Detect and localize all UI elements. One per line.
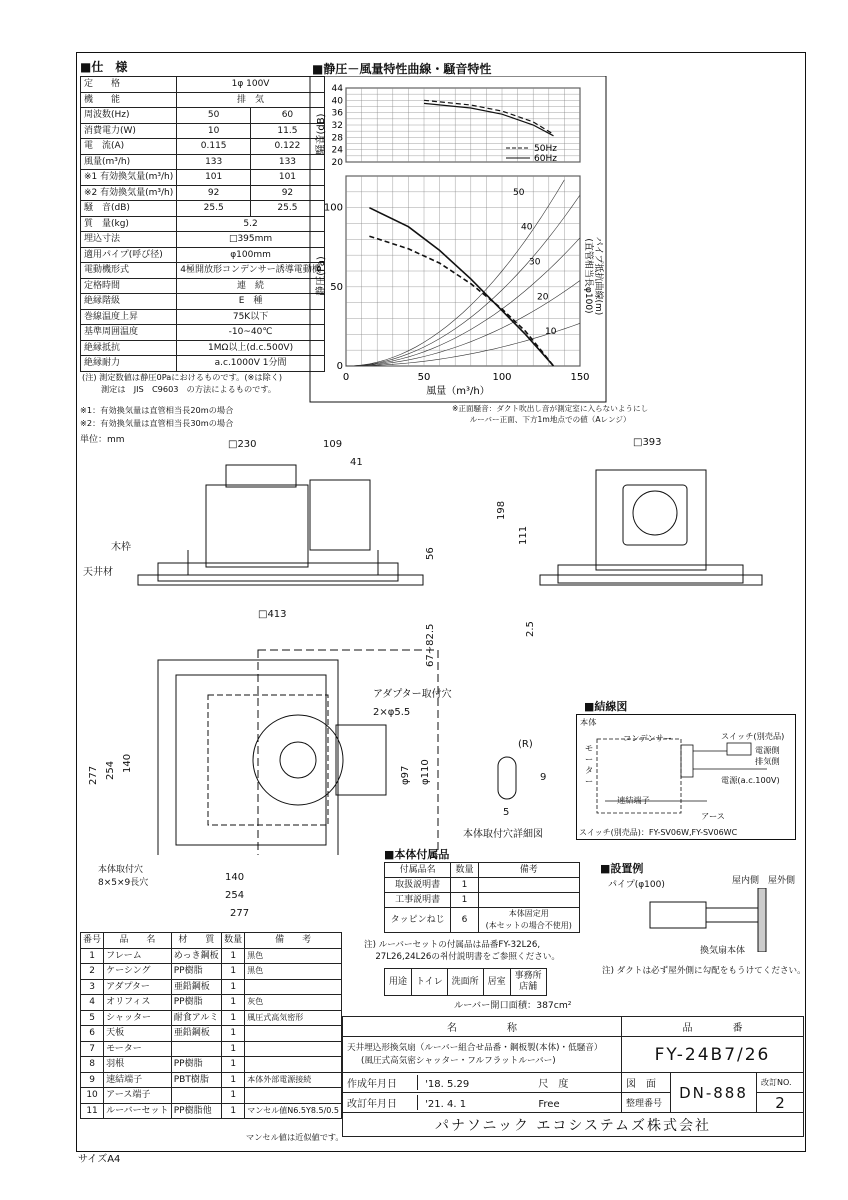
spec-row: [81, 263, 325, 279]
pressure-tick-label: 100: [323, 202, 343, 214]
spec-row: [81, 201, 325, 217]
install-title: ■設置例: [600, 862, 644, 875]
parts-cell: 羽根: [104, 1057, 172, 1073]
parts-header: 番号: [81, 933, 104, 949]
spec-value: φ100mm: [177, 247, 325, 263]
parts-cell: PBT樹脂: [171, 1072, 221, 1088]
plan-louver-outline: [258, 650, 438, 855]
spec-row: [81, 154, 325, 170]
parts-cell: 1: [222, 1041, 245, 1057]
parts-cell: 1: [222, 995, 245, 1011]
acc-header-row: [385, 863, 580, 878]
spec-label: 巻線温度上昇: [81, 309, 177, 325]
acc-row: [385, 908, 580, 933]
x-tick-label: 0: [342, 372, 350, 383]
spec-value-50hz: 101: [177, 170, 251, 186]
spec-label: ※2 有効換気量(m³/h): [81, 185, 177, 201]
noise-tick-label: 32: [331, 121, 343, 131]
parts-row: [81, 1088, 342, 1104]
install-outdoor: 屋外側: [768, 876, 796, 886]
dim-56: 56: [425, 547, 436, 560]
spec-value: a.c.1000V 1分間: [177, 356, 325, 372]
pressure-grid: [324, 176, 590, 383]
place-cell: 居室: [483, 969, 510, 996]
parts-cell: [245, 1057, 342, 1073]
parts-cell: 黒色: [245, 948, 342, 964]
parts-cell: PP樹脂: [171, 995, 221, 1011]
plan-motor: [280, 742, 316, 778]
acc-cell: 6: [451, 908, 478, 933]
place-cell: 洗面所: [447, 969, 483, 996]
dim-254-v: 254: [105, 760, 116, 780]
parts-cell: 1: [81, 948, 104, 964]
parts-cell: 1: [222, 1010, 245, 1026]
acc-cell: 取扱説明書: [385, 878, 451, 893]
acc-cell: 1: [451, 893, 478, 908]
title-revised-label: 改訂年月日: [343, 1095, 418, 1110]
side-body: [206, 485, 308, 567]
dim-393: □393: [633, 437, 662, 448]
dim-41: 41: [350, 457, 363, 468]
acc-header: 備考: [478, 863, 579, 878]
detail-hole: [498, 757, 516, 799]
parts-cell: アース端子: [104, 1088, 172, 1104]
parts-cell: 風圧式高気密形: [245, 1010, 342, 1026]
spec-row: [81, 216, 325, 232]
pressure-tick-label: 50: [330, 281, 343, 293]
title-number-header: 品 番: [622, 1017, 804, 1037]
x-tick-label: 150: [570, 372, 590, 383]
title-name-line-1: 天井埋込形換気扇（ルーバー組合せ品番・鋼板製(本体)・低騒音）: [347, 1042, 603, 1053]
wiring-power-side: 電源側: [755, 745, 780, 755]
parts-row: [81, 1072, 342, 1088]
spec-row: [81, 139, 325, 155]
title-drawing-no: DN-888: [671, 1073, 757, 1113]
spec-label: 定 格: [81, 77, 177, 93]
acc-cell: [478, 878, 579, 893]
title-drawing-label: 図 面: [622, 1073, 671, 1093]
parts-cell: 9: [81, 1072, 104, 1088]
spec-value: □395mm: [177, 232, 325, 248]
front-shutter: [633, 491, 677, 535]
spec-row: [81, 123, 325, 139]
install-indoor: 屋内側: [732, 876, 760, 886]
parts-cell: アダプター: [104, 979, 172, 995]
place-table: [384, 968, 547, 996]
title-name-line-2: (風圧式高気密シャッター・フルフラットルーバー): [361, 1055, 556, 1066]
dim-111: 111: [518, 525, 529, 545]
parts-cell: 1: [222, 1057, 245, 1073]
spec-label: 絶縁階級: [81, 294, 177, 310]
spec-title: ■仕 様: [80, 60, 128, 74]
spec-value-50hz: 0.115: [177, 139, 251, 155]
spec-label: 機 能: [81, 92, 177, 108]
title-rev-label: 改訂NO.: [757, 1073, 804, 1093]
plan-body: [208, 695, 328, 825]
spec-foot-2: ※2：有効換気量は直管相当長30mの場合: [80, 418, 234, 428]
parts-cell: フレーム: [104, 948, 172, 964]
spec-value: 1MΩ以上(d.c.500V): [177, 340, 325, 356]
spec-value-50hz: 25.5: [177, 201, 251, 217]
series-lines: [369, 100, 553, 366]
install-pipe: パイプ(φ100): [608, 880, 665, 890]
acc-cell: 工事説明書: [385, 893, 451, 908]
acc-cell: [478, 893, 579, 908]
acc-row: [385, 893, 580, 908]
side-adapter: [310, 480, 370, 550]
spec-value-60hz: 133: [251, 154, 325, 170]
spec-row: [81, 232, 325, 248]
munsell-note: マンセル値は近似値です。: [246, 1132, 344, 1142]
spec-value-50hz: 92: [177, 185, 251, 201]
spec-value-50hz: 10: [177, 123, 251, 139]
parts-header: 数量: [222, 933, 245, 949]
place-cell: 事務所 店舗: [510, 969, 546, 996]
spec-value-60hz: 92: [251, 185, 325, 201]
parts-cell: 1: [222, 1026, 245, 1042]
spec-row: [81, 77, 325, 93]
detail-r: (R): [518, 739, 533, 750]
acc-header: 付属品名: [385, 863, 451, 878]
spec-value-60hz: 60: [251, 108, 325, 124]
mount-hole-spec: 8×5×9長穴: [98, 878, 149, 888]
spec-label: 周波数(Hz): [81, 108, 177, 124]
spec-value: 連 続: [177, 278, 325, 294]
dim-254-h: 254: [225, 890, 245, 901]
spec-label: 風量(m³/h): [81, 154, 177, 170]
title-name-header: 名 称: [343, 1017, 622, 1037]
accessories-note-1: 注) ルーバーセットの付属品は品番FY-32L26,: [364, 940, 541, 950]
noise-tick-label: 20: [331, 158, 343, 168]
spec-row: [81, 170, 325, 186]
wiring-capacitor: コンデンサー: [623, 733, 672, 743]
spec-row: [81, 278, 325, 294]
parts-cell: 1: [222, 1088, 245, 1104]
parts-header: 備 考: [245, 933, 342, 949]
spec-value-60hz: 11.5: [251, 123, 325, 139]
parts-cell: PP樹脂: [171, 1057, 221, 1073]
spec-row: [81, 185, 325, 201]
pressure-y-label: 静圧(Pa): [316, 256, 327, 296]
wiring-exhaust-side: 排気側: [755, 756, 780, 766]
parts-cell: めっき鋼板: [171, 948, 221, 964]
x-axis-label: 風量（m³/h）: [426, 386, 490, 397]
noise-y-label: 騒音(dB): [316, 113, 327, 155]
wiring-terminal: 速結端子: [617, 795, 650, 805]
adapter-hole-label: アダプター取付穴: [373, 689, 452, 700]
parts-cell: オリフィス: [104, 995, 172, 1011]
title-block: [342, 1016, 804, 1137]
parts-cell: 4: [81, 995, 104, 1011]
wiring-earth: アース: [701, 811, 725, 821]
legend-50-label: 50Hz: [534, 144, 557, 154]
spec-table: [80, 76, 325, 372]
parts-cell: 8: [81, 1057, 104, 1073]
acc-cell: 本体固定用 (本セットの場合不使用): [478, 908, 579, 933]
parts-cell: モーター: [104, 1041, 172, 1057]
parts-cell: 1: [222, 948, 245, 964]
parts-cell: ルーバーセット: [104, 1103, 172, 1119]
parts-row: [81, 1026, 342, 1042]
parts-cell: 3: [81, 979, 104, 995]
parts-cell: 5: [81, 1010, 104, 1026]
parts-cell: 黒色: [245, 964, 342, 980]
place-cell: 用途: [385, 969, 412, 996]
louver-area: ルーバー開口面積：387cm²: [454, 1000, 572, 1011]
wiring-title: ■結線図: [584, 700, 628, 713]
pressure-tick-label: 0: [336, 361, 343, 372]
parts-cell: [171, 1088, 221, 1104]
performance-chart: [308, 76, 608, 406]
wiring-power: 電源(a.c.100V): [721, 775, 780, 785]
parts-cell: マンセル値N6.5Y8.5/0.5: [245, 1103, 342, 1119]
parts-cell: [245, 979, 342, 995]
spec-label: ※1 有効換気量(m³/h): [81, 170, 177, 186]
noise-tick-label: 40: [331, 96, 343, 107]
parts-cell: 速結端子: [104, 1072, 172, 1088]
title-rev-no: 2: [757, 1093, 804, 1113]
spec-label: 電動機形式: [81, 263, 177, 279]
pipe-curve-label: 30: [529, 257, 541, 268]
spec-row: [81, 356, 325, 372]
side-frame: [158, 563, 398, 581]
spec-label: 定格時間: [81, 278, 177, 294]
parts-header: 材 質: [171, 933, 221, 949]
spec-note-1: (注) 測定数値は静圧0Paにおけるものです。(※は除く): [82, 372, 283, 382]
plan-frame-outer: [158, 660, 338, 855]
dim-277-v: 277: [88, 765, 99, 785]
parts-row: [81, 1041, 342, 1057]
title-revised-row: [343, 1093, 622, 1113]
parts-cell: PP樹脂他: [171, 1103, 221, 1119]
spec-label: 適用パイプ(呼び径): [81, 247, 177, 263]
spec-row: [81, 92, 325, 108]
place-cell: トイレ: [412, 969, 448, 996]
parts-table: [80, 932, 342, 1119]
parts-cell: 7: [81, 1041, 104, 1057]
wiring-body: 本体: [580, 717, 597, 727]
parts-cell: ケーシング: [104, 964, 172, 980]
parts-cell: [171, 1041, 221, 1057]
spec-row: [81, 309, 325, 325]
legend-60-label: 60Hz: [534, 154, 557, 164]
parts-cell: 1: [222, 1072, 245, 1088]
pipe-curve: [346, 195, 580, 366]
detail-title: 本体取付穴詳細図: [463, 829, 543, 840]
parts-row: [81, 964, 342, 980]
spec-value: 1φ 100V: [177, 77, 325, 93]
spec-value: 75K以下: [177, 309, 325, 325]
x-tick-label: 100: [492, 372, 512, 383]
pipe-resistance-label: パイプ抵抗曲線(m): [593, 236, 603, 316]
wiring-switch-models: スイッチ(別売品)：FY-SV06W,FY-SV06WC: [579, 828, 738, 837]
parts-row: [81, 1010, 342, 1026]
parts-cell: 1: [222, 1103, 245, 1119]
parts-cell: PP樹脂: [171, 964, 221, 980]
plan-fan: [253, 715, 343, 805]
spec-row: [81, 325, 325, 341]
parts-cell: 10: [81, 1088, 104, 1104]
dim-140-h: 140: [225, 872, 245, 883]
title-scale-val: Free: [538, 1099, 560, 1110]
parts-cell: 本体外部電源接続: [245, 1072, 342, 1088]
parts-cell: 亜鉛鋼板: [171, 979, 221, 995]
pipe-curve-label: 10: [545, 327, 557, 338]
title-model: FY-24B7/26: [622, 1037, 804, 1073]
parts-cell: [245, 1088, 342, 1104]
parts-cell: 耐食アルミ: [171, 1010, 221, 1026]
spec-row: [81, 108, 325, 124]
spec-value: 排 気: [177, 92, 325, 108]
dim-230: □230: [228, 439, 257, 450]
spec-row: [81, 247, 325, 263]
title-made-label: 作成年月日: [343, 1075, 418, 1090]
place-row: [385, 969, 547, 996]
x-tick-label: 50: [417, 372, 431, 383]
detail-5: 5: [503, 807, 510, 818]
chart-note-2: ルーバー正面、下方1m地点での値（Aレンジ）: [462, 415, 631, 424]
title-serial-label: 整理番号: [622, 1093, 671, 1113]
adapter-hole-spec: 2×φ5.5: [373, 707, 411, 718]
spec-value: 5.2: [177, 216, 325, 232]
wiring-switch-sold: スイッチ(別売品): [721, 731, 785, 741]
parts-cell: 2: [81, 964, 104, 980]
pipe-curve-label: 50: [513, 187, 525, 198]
acc-row: [385, 878, 580, 893]
noise-tick-label: 44: [331, 84, 343, 94]
pressure-series-50Hz: [369, 236, 553, 366]
acc-cell: タッピンねじ: [385, 908, 451, 933]
parts-row: [81, 979, 342, 995]
parts-header-row: [81, 933, 342, 949]
spec-value: E 種: [177, 294, 325, 310]
paper-size: サイズA4: [78, 1154, 121, 1165]
spec-label: 消費電力(W): [81, 123, 177, 139]
install-note: 注) ダクトは必ず屋外側に勾配をもうけてください。: [602, 966, 806, 976]
parts-cell: 天板: [104, 1026, 172, 1042]
spec-label: 質 量(kg): [81, 216, 177, 232]
title-scale-label: 尺 度: [538, 1079, 569, 1090]
spec-value-50hz: 50: [177, 108, 251, 124]
parts-cell: 灰色: [245, 995, 342, 1011]
dim-2-5: 2.5: [525, 621, 536, 637]
noise-tick-label: 24: [331, 145, 343, 156]
spec-value: -10~40℃: [177, 325, 325, 341]
dim-67-82-5: 67~82.5: [425, 623, 436, 667]
side-top-box: [226, 465, 296, 487]
acc-header: 数量: [451, 863, 478, 878]
dim-277-h: 277: [230, 908, 250, 919]
dim-413: □413: [258, 609, 287, 620]
accessories-table: [384, 862, 580, 933]
install-diagram: [620, 888, 780, 952]
parts-row: [81, 1103, 342, 1119]
spec-value-60hz: 101: [251, 170, 325, 186]
parts-header: 品 名: [104, 933, 172, 949]
mount-hole-label: 本体取付穴: [98, 865, 144, 875]
spec-label: 電 流(A): [81, 139, 177, 155]
parts-cell: シャッター: [104, 1010, 172, 1026]
dim-phi97: φ97: [400, 765, 411, 785]
parts-cell: [245, 1026, 342, 1042]
pipe-curve-label: 20: [537, 292, 549, 303]
spec-value: 4極開放形コンデンサー誘導電動機: [177, 263, 325, 279]
spec-value-60hz: 25.5: [251, 201, 325, 217]
title-made-date: '18. 5.29: [425, 1079, 470, 1090]
spec-label: 騒 音(dB): [81, 201, 177, 217]
pipe-curve-label: 40: [521, 222, 533, 233]
wiring-motor: モーター: [585, 743, 594, 786]
accessories-title: ■本体付属品: [384, 848, 450, 861]
accessories-note-2: 27L26,24L26の취付説明書をご参照ください。: [364, 952, 560, 962]
spec-row: [81, 340, 325, 356]
unit-label: 単位：mm: [80, 435, 125, 445]
spec-note-2: 測定は JIS C9603 の方法によるものです。: [82, 384, 277, 394]
dim-phi110: φ110: [420, 759, 431, 785]
parts-cell: 11: [81, 1103, 104, 1119]
title-company: パナソニック エコシステムズ株式会社: [343, 1113, 804, 1137]
noise-tick-label: 28: [331, 133, 343, 144]
parts-cell: [245, 1041, 342, 1057]
noise-tick-label: 36: [331, 108, 343, 119]
parts-row: [81, 995, 342, 1011]
dim-109: 109: [323, 439, 343, 450]
dim-140-v: 140: [122, 753, 133, 773]
dim-198: 198: [496, 500, 507, 520]
title-revised-date: '21. 4. 1: [425, 1099, 467, 1110]
parts-row: [81, 1057, 342, 1073]
front-frame: [558, 565, 743, 583]
label-wood-frame: 木枠: [111, 542, 131, 553]
spec-row: [81, 294, 325, 310]
spec-label: 基準周囲温度: [81, 325, 177, 341]
spec-value-60hz: 0.122: [251, 139, 325, 155]
title-name: [343, 1037, 622, 1073]
side-louver: [138, 575, 423, 585]
plan-frame-inner: [176, 675, 326, 845]
install-fan-body: 換気扇本体: [700, 946, 746, 956]
noise-grid: [332, 84, 580, 168]
wiring-box: [576, 714, 796, 840]
spec-label: 埋込寸法: [81, 232, 177, 248]
pipe-resistance-sublabel: (直管相当長φ100): [583, 238, 593, 314]
title-made-row: [343, 1073, 622, 1093]
label-ceiling: 天井材: [83, 567, 113, 578]
parts-cell: 1: [222, 979, 245, 995]
spec-label: 絶縁抵抗: [81, 340, 177, 356]
detail-9: 9: [540, 772, 547, 783]
chart-title: ■静圧－風量特性曲線・騒音特性: [312, 62, 492, 76]
parts-cell: 1: [222, 964, 245, 980]
chart-note-1: ※正面騒音：ダクト吹出し音が測定室に入らないようにし: [452, 404, 649, 413]
spec-label: 絶縁耐力: [81, 356, 177, 372]
parts-row: [81, 948, 342, 964]
parts-cell: 6: [81, 1026, 104, 1042]
spec-value-50hz: 133: [177, 154, 251, 170]
spec-foot-1: ※1：有効換気量は直管相当長20mの場合: [80, 405, 234, 415]
acc-cell: 1: [451, 878, 478, 893]
parts-cell: 亜鉛鋼板: [171, 1026, 221, 1042]
wiring-lines: [577, 715, 797, 825]
